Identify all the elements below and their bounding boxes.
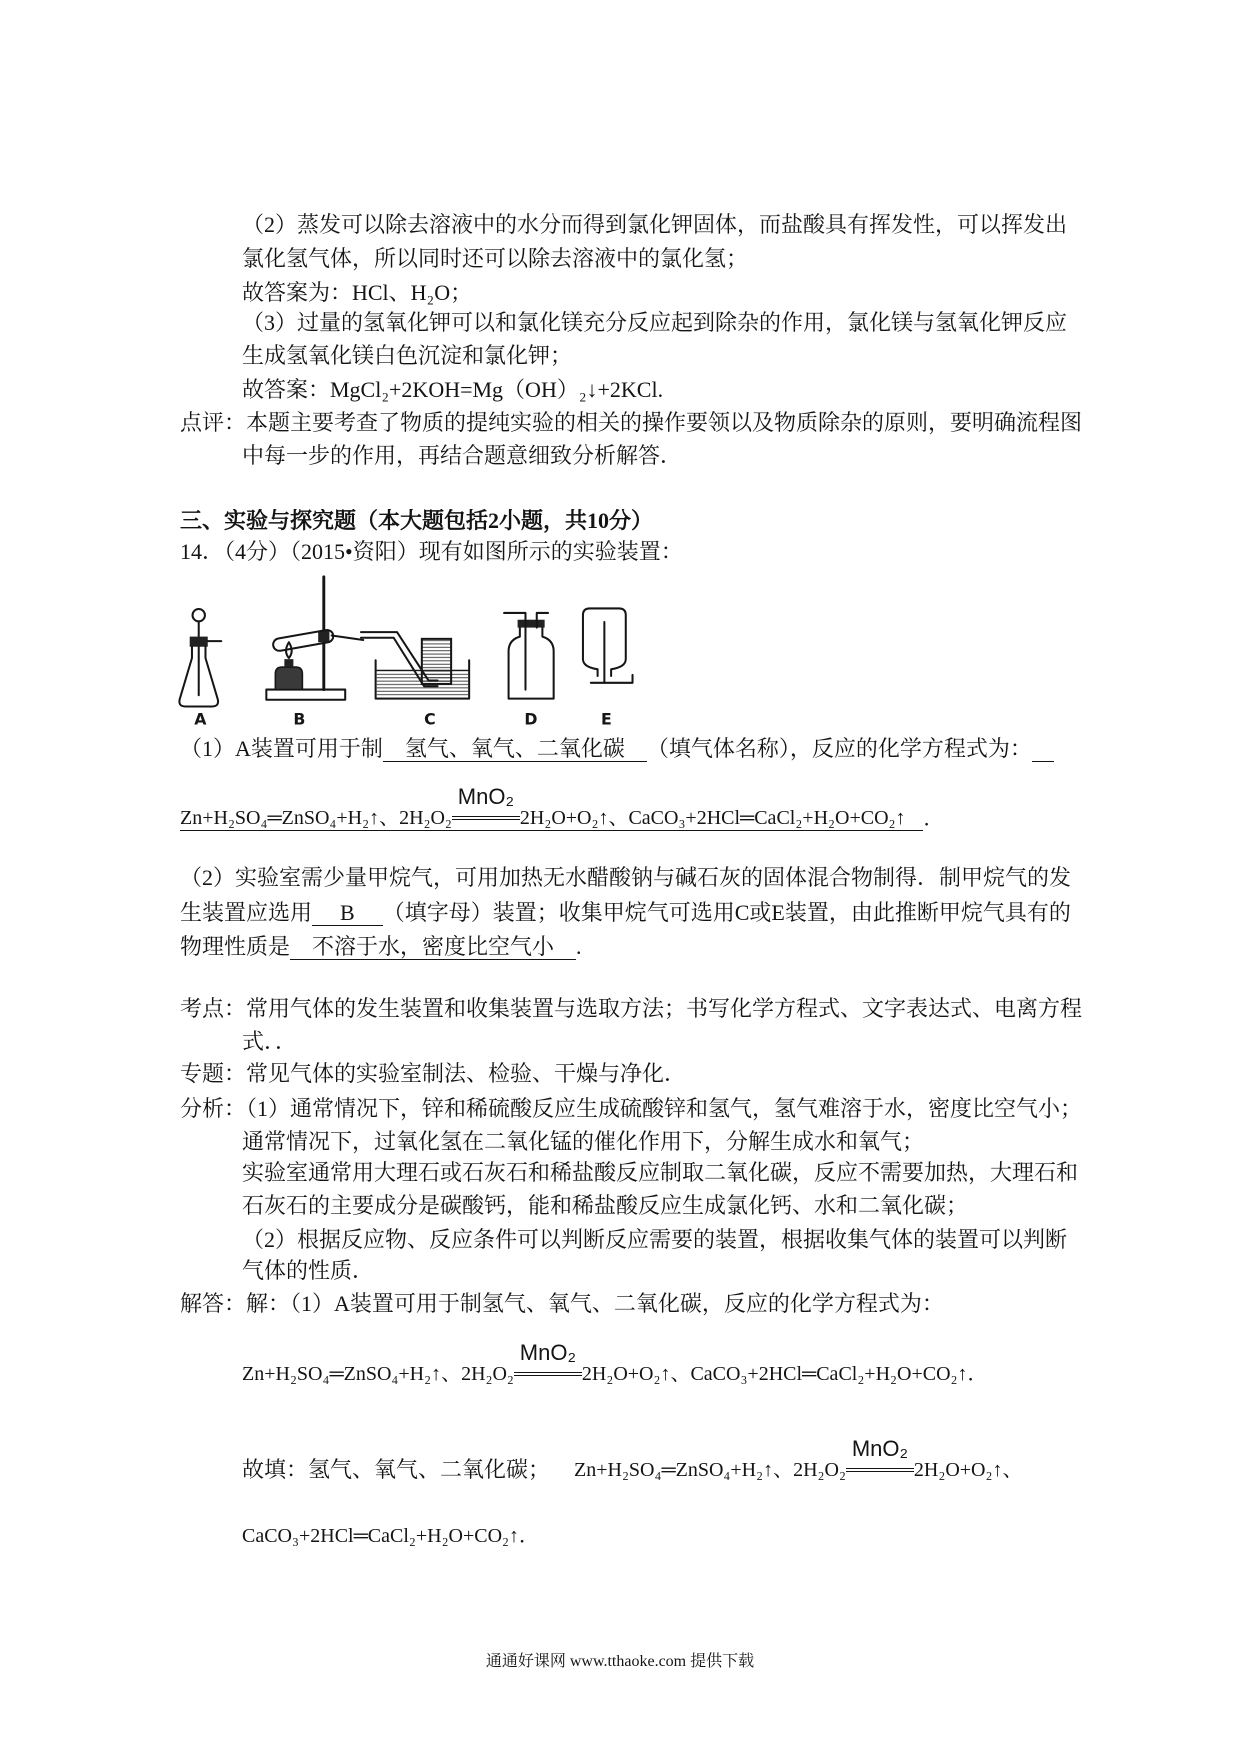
q2-line3-prefix: 物理性质是: [180, 935, 291, 959]
jieda-line1: [180, 1292, 944, 1316]
comment-text: 本题主要考查了物质的提纯实验的相关的操作要领以及物质除杂的原则，要明确流程图: [246, 411, 1083, 435]
q2-answer-properties: 不溶于水，密度比空气小: [290, 935, 576, 960]
zhuanti-line: [180, 1062, 686, 1086]
apparatus-d-gas-bottle: [504, 613, 554, 699]
catalyst-label: MnO₂: [519, 1340, 577, 1365]
fill-equation-caco3: CaCO₃+2HCl═CaCl₂+H₂O+CO₂↑．: [242, 1525, 540, 1547]
apparatus-e-collecting-bottle: [583, 608, 633, 682]
q2-answer-device: B: [312, 901, 383, 926]
comment-line1: [180, 411, 1082, 435]
apparatus-a-flask: [179, 609, 221, 706]
kaodian-text: 常用气体的发生装置和收集装置与选取方法；书写化学方程式、文字表达式、电离方程: [246, 997, 1083, 1021]
figure-label-e: E: [600, 709, 612, 729]
equation-part-after: 2H₂O+O₂↑、CaCO₃+2HCl═CaCl₂+H₂O+CO₂↑: [519, 807, 906, 829]
catalyst-arrow: [452, 786, 520, 830]
part3-line1: （3）过量的氢氧化钾可以和氯化镁充分反应起到除杂的作用，氯化镁与氢氧化钾反应: [242, 311, 1068, 335]
q1-equation-line: [180, 786, 943, 831]
q1-prefix: （1）A装置可用于制: [180, 737, 383, 761]
q1-equation-answer: [180, 786, 923, 831]
equation-part-before: Zn+H₂SO₄═ZnSO₄+H₂↑、2H₂O₂: [180, 807, 452, 829]
section-heading: 三、实验与探究题（本大题包括2小题，共10分）: [180, 509, 654, 533]
part2-line1: （2）蒸发可以除去溶液中的水分而得到氯化钾固体，而盐酸具有挥发性，可以挥发出: [242, 213, 1068, 237]
kaodian-line1: [180, 997, 1082, 1021]
kaodian-line2: 式．．: [242, 1030, 298, 1054]
q2-line1: （2）实验室需少量甲烷气，可用加热无水醋酸钠与碱石灰的固体混合物制得．制甲烷气的发: [180, 866, 1072, 890]
comment-label: 点评：: [180, 411, 247, 435]
page-footer: 通通好课网 www.tthaoke.com 提供下载: [485, 1653, 755, 1670]
part3-line2: 生成氢氧化镁白色沉淀和氯化钾；: [242, 344, 573, 368]
double-line-sign: [514, 1372, 582, 1376]
jieda-label: 解答：: [180, 1292, 247, 1316]
double-line-sign: [846, 1468, 914, 1472]
apparatus-c-water-trough: [361, 632, 469, 698]
q1-suffix: （填气体名称），反应的化学方程式为：: [646, 737, 1032, 761]
figure-label-c: C: [424, 709, 436, 729]
equation-part-after: 2H₂O+O₂↑、CaCO₃+2HCl═CaCl₂+H₂O+CO₂↑．: [581, 1363, 988, 1385]
part2-answer: 故答案为：HCl、H₂O；: [242, 281, 473, 305]
q1-answer-blank: [1032, 741, 1054, 762]
fenxi-line2: 通常情况下，过氧化氢在二氧化锰的催化作用下，分解生成水和氧气；: [242, 1130, 925, 1154]
part2-line2: 氯化氢气体，所以同时还可以除去溶液中的氯化氢；: [242, 247, 749, 271]
catalyst-arrow: [514, 1342, 582, 1386]
zhuanti-text: 常见气体的实验室制法、检验、干燥与净化．: [246, 1062, 687, 1086]
figure-label-a: A: [194, 709, 207, 729]
catalyst-arrow: [846, 1438, 914, 1482]
figure-label-d: D: [524, 709, 538, 729]
jieda-text: 解：（1）A装置可用于制氢气、氧气、二氧化碳，反应的化学方程式为：: [246, 1292, 944, 1316]
fenxi-text: （1）通常情况下，锌和稀硫酸反应生成硫酸锌和氢气，氢气难溶于水，密度比空气小；: [246, 1097, 1083, 1121]
q2-line2-suffix: （填字母）装置；收集甲烷气可选用C或E装置，由此推断甲烷气具有的: [382, 901, 1071, 925]
double-line-sign: [452, 816, 520, 820]
equation-part-before: Zn+H₂SO₄═ZnSO₄+H₂↑、2H₂O₂: [242, 1363, 514, 1385]
fenxi-line6: 气体的性质．: [242, 1259, 375, 1283]
fill-answer-line: [242, 1438, 1022, 1482]
fenxi-line3: 实验室通常用大理石或石灰石和稀盐酸反应制取二氧化碳，反应不需要加热，大理石和: [242, 1161, 1079, 1185]
q2-line2: [180, 901, 1071, 926]
equation-part-after: 2H₂O+O₂↑、: [913, 1459, 1023, 1481]
jieda-equation-line: [242, 1342, 987, 1386]
catalyst-label: MnO₂: [851, 1436, 909, 1461]
fenxi-label: 分析：: [180, 1097, 247, 1121]
fenxi-line5: （2）根据反应物、反应条件可以判断反应需要的装置，根据收集气体的装置可以判断: [242, 1228, 1068, 1252]
fenxi-line4: 石灰石的主要成分是碳酸钙，能和稀盐酸反应生成氯化钙、水和二氧化碳；: [242, 1194, 969, 1218]
q2-line2-prefix: 生装置应选用: [180, 901, 313, 925]
fill-answer-line2: [242, 1523, 539, 1548]
comment-line2: 中每一步的作用，再结合题意细致分析解答．: [242, 444, 683, 468]
q2-line3: [180, 935, 582, 960]
q1-answer-gases: 氢气、氧气、二氧化碳: [383, 737, 647, 762]
figure-label-b: B: [293, 709, 306, 729]
q1-equation-end: ．: [923, 808, 944, 830]
equation-part-before: Zn+H₂SO₄═ZnSO₄+H₂↑、2H₂O₂: [574, 1459, 846, 1481]
fill-prefix: 故填：氢气、氧气、二氧化碳；: [242, 1457, 551, 1482]
part3-answer: 故答案：MgCl₂+2KOH=Mg（OH）₂↓+2KCl.: [242, 378, 664, 402]
zhuanti-label: 专题：: [180, 1062, 247, 1086]
q1-line: [180, 737, 1054, 762]
apparatus-figure: [175, 569, 654, 729]
apparatus-b-heating-setup: [266, 577, 363, 700]
catalyst-label: MnO₂: [457, 784, 515, 809]
q2-line3-end: .: [576, 935, 582, 959]
fenxi-line1: [180, 1097, 1082, 1121]
kaodian-label: 考点：: [180, 997, 247, 1021]
question-stem: 14．（4分）（2015•资阳）现有如图所示的实验装置：: [180, 540, 683, 564]
